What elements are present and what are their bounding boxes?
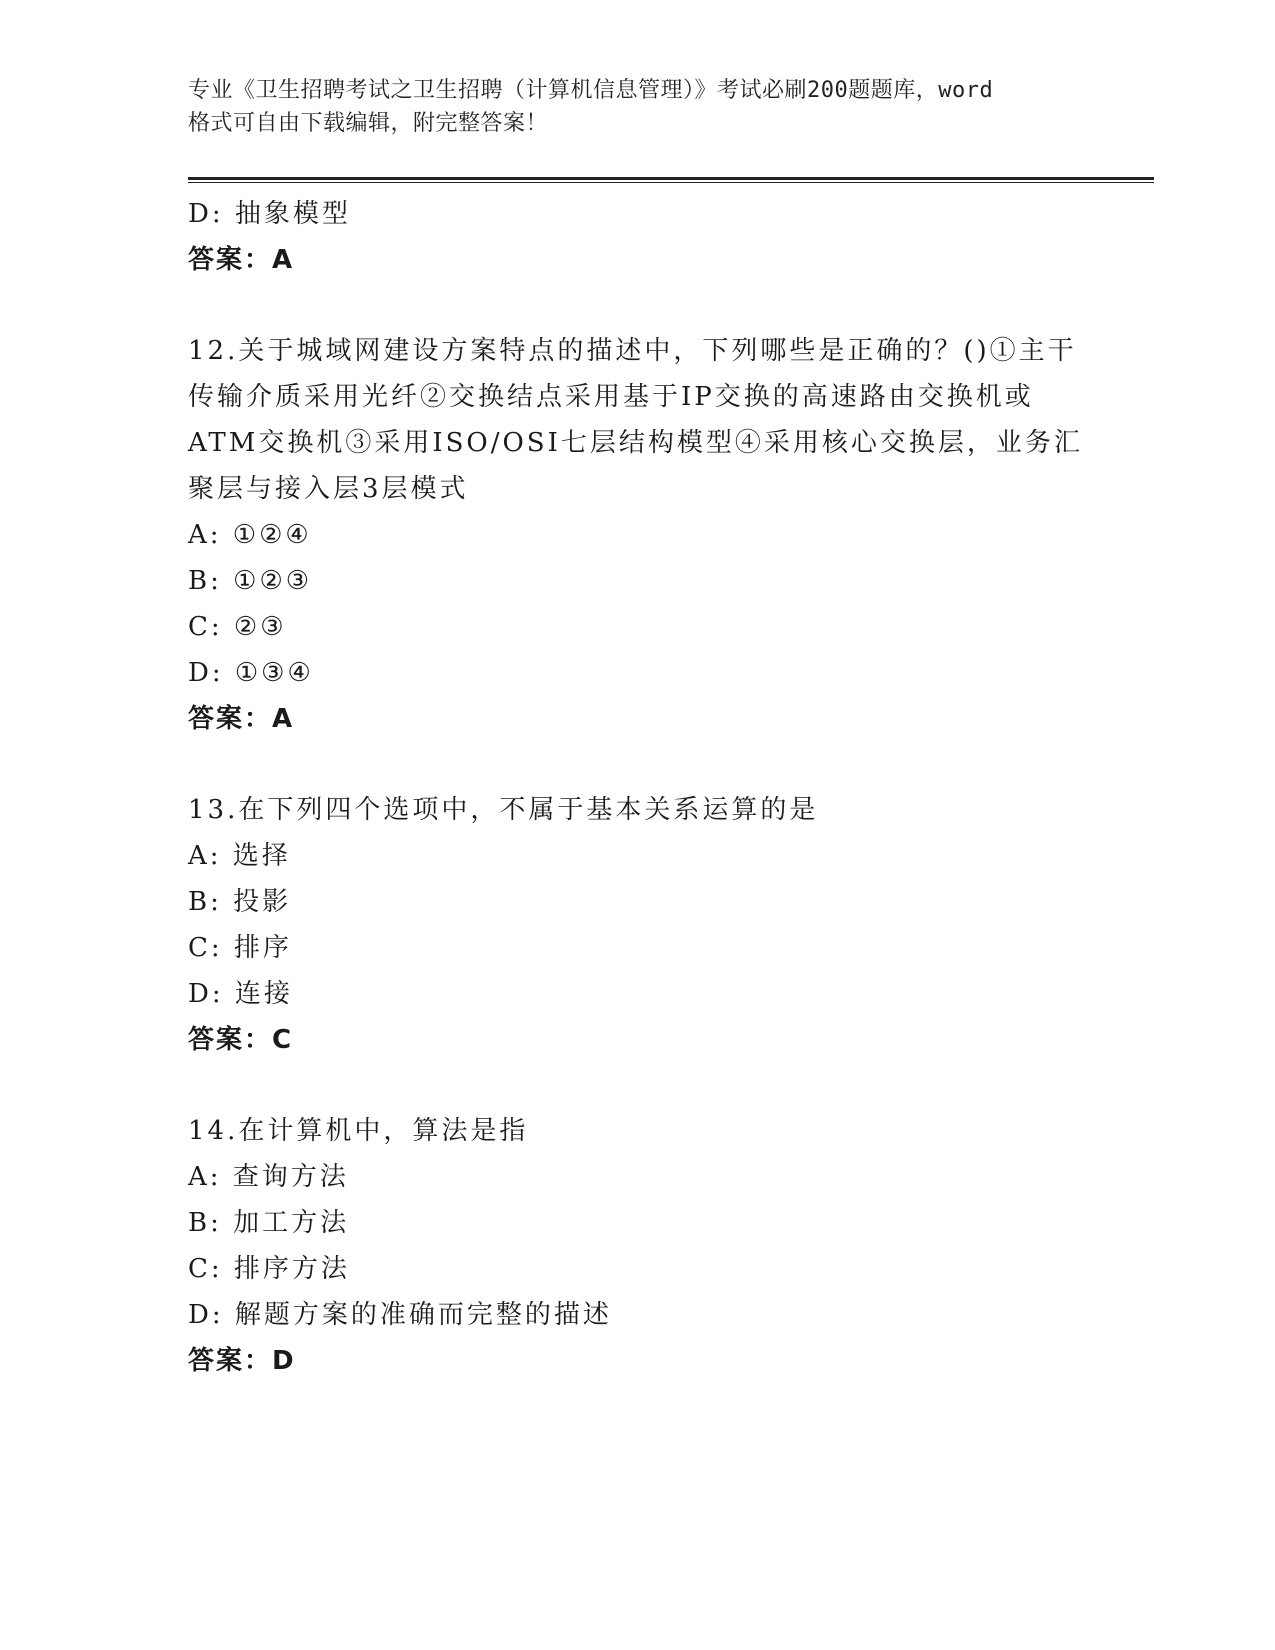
option-a: A: 选择 bbox=[188, 841, 291, 871]
question-11-tail bbox=[188, 191, 1088, 283]
question-stem-line-2: 传输介质采用光纤②交换结点采用基于IP交换的高速路由交换机或 bbox=[188, 382, 1034, 412]
option-a: A: ①②④ bbox=[188, 520, 312, 550]
question-14 bbox=[188, 1108, 1088, 1384]
option-c: C: 排序方法 bbox=[188, 1254, 350, 1284]
option-a: A: 查询方法 bbox=[188, 1162, 349, 1192]
question-stem-line-3: ATM交换机③采用ISO/OSI七层结构模型④采用核心交换层，业务汇 bbox=[188, 428, 1083, 458]
option-b: B: 加工方法 bbox=[188, 1208, 350, 1238]
option-c: C: ②③ bbox=[188, 612, 287, 642]
option-b: B: 投影 bbox=[188, 887, 292, 917]
question-stem: 13.在下列四个选项中，不属于基本关系运算的是 bbox=[188, 795, 819, 825]
header-rule-thin bbox=[188, 182, 1154, 183]
question-stem: 14.在计算机中，算法是指 bbox=[188, 1116, 529, 1146]
spacer bbox=[188, 742, 1088, 787]
answer: 答案：A bbox=[188, 704, 295, 734]
option-d: D: 连接 bbox=[188, 979, 293, 1009]
header-line-2: 格式可自由下载编辑，附完整答案！ bbox=[188, 111, 549, 136]
answer: 答案：D bbox=[188, 1346, 296, 1376]
spacer bbox=[188, 283, 1088, 328]
document-body bbox=[188, 191, 1088, 1384]
question-12 bbox=[188, 328, 1088, 742]
header-rule-thick bbox=[188, 177, 1154, 180]
document-header bbox=[188, 74, 1088, 140]
question-stem-line-4: 聚层与接入层3层模式 bbox=[188, 474, 469, 504]
spacer bbox=[188, 1063, 1088, 1108]
option-d: D: ①③④ bbox=[188, 658, 314, 688]
answer: 答案：A bbox=[188, 245, 295, 275]
option-d: D: 抽象模型 bbox=[188, 199, 351, 229]
question-stem-line-1: 12.关于城域网建设方案特点的描述中，下列哪些是正确的？()①主干 bbox=[188, 336, 1077, 366]
option-c: C: 排序 bbox=[188, 933, 292, 963]
option-b: B: ①②③ bbox=[188, 566, 313, 596]
answer: 答案：C bbox=[188, 1025, 294, 1055]
option-d: D: 解题方案的准确而完整的描述 bbox=[188, 1300, 612, 1330]
question-13 bbox=[188, 787, 1088, 1063]
header-line-1: 专业《卫生招聘考试之卫生招聘（计算机信息管理）》考试必刷200题题库，word bbox=[188, 78, 994, 103]
